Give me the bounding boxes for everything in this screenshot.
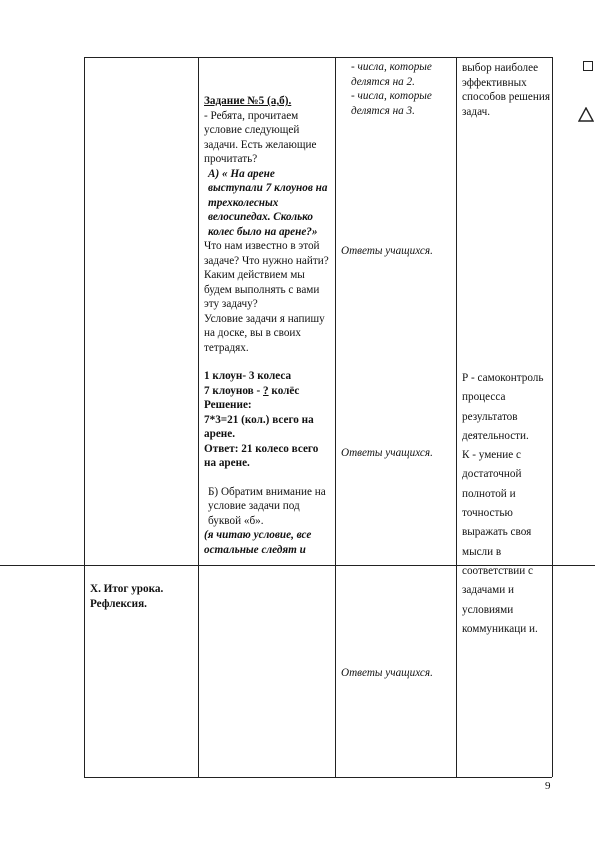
outcomes-top-text: выбор наиболее эффективных способов решения задач. bbox=[462, 62, 551, 118]
solution-label: Решение: bbox=[204, 399, 252, 411]
teacher-activity-cell bbox=[204, 94, 332, 557]
student-answers-1 bbox=[341, 244, 451, 259]
task-a-text: А) « На арене выступали 7 клоунов на трехколесных велосипедах. Сколько колес было на арене?» bbox=[208, 167, 328, 238]
student-answers-2 bbox=[341, 446, 451, 461]
task-intro: - Ребята, прочитаем условие следующей задачи. Есть желающие прочитать? bbox=[204, 109, 317, 165]
triangle-icon bbox=[578, 107, 594, 122]
condition-line-2-start: 7 клоунов - bbox=[204, 384, 263, 397]
table-top-border bbox=[84, 57, 552, 58]
condition-line-2-end: колёс bbox=[268, 384, 300, 397]
condition-line-2 bbox=[204, 384, 332, 399]
outcomes-k-text: К - умение с достаточной полнотой и точностью выражать своя мысли в соответствии с задачами и условиями коммуникаци и. bbox=[462, 449, 538, 635]
outcomes-top bbox=[462, 61, 550, 119]
section-title-text: X. Итог урока. Рефлексия. bbox=[90, 583, 164, 610]
task-b-text: Б) Обратим внимание на условие задачи под буквой «б». bbox=[208, 485, 326, 527]
answers-text-3: Ответы учащихся. bbox=[341, 667, 433, 679]
student-answers-3 bbox=[341, 666, 451, 681]
condition-line-1: 1 клоун- 3 колеса bbox=[204, 370, 292, 382]
col-border-3 bbox=[456, 57, 457, 777]
task-title: Задание №5 (а,б). bbox=[204, 95, 292, 107]
outcomes-r-text: Р - самоконтроль процесса результатов деятельности. bbox=[462, 372, 544, 442]
task-question: Что нам известно в этой задаче? Что нужно найти? Каким действием мы будем выполнять с вами эту задачу? bbox=[204, 240, 329, 310]
col-border-2 bbox=[335, 57, 336, 777]
solution-text: 7*3=21 (кол.) всего на арене. bbox=[204, 413, 314, 440]
task-condition: Условие задачи я напишу на доске, вы в своих тетрадях. bbox=[204, 312, 325, 354]
outcomes-rk bbox=[462, 369, 550, 639]
unknown-mark: ? bbox=[263, 384, 269, 397]
col-border-left bbox=[84, 57, 85, 777]
reading-note: (я читаю условие, все остальные следят и bbox=[204, 529, 312, 556]
square-icon bbox=[583, 61, 593, 71]
table-bottom-border bbox=[84, 777, 552, 778]
divisible-by-3: - числа, которые делятся на 3. bbox=[351, 90, 432, 117]
page-number: 9 bbox=[545, 780, 551, 792]
answer-text: Ответ: 21 колесо всего на арене. bbox=[204, 442, 319, 469]
col-border-1 bbox=[198, 57, 199, 777]
section-title bbox=[90, 582, 194, 611]
student-list-1 bbox=[341, 60, 451, 118]
answers-text-2: Ответы учащихся. bbox=[341, 447, 433, 459]
divisible-by-2: - числа, которые делятся на 2. bbox=[351, 61, 432, 88]
col-border-right bbox=[552, 57, 553, 777]
answers-text-1: Ответы учащихся. bbox=[341, 245, 433, 257]
